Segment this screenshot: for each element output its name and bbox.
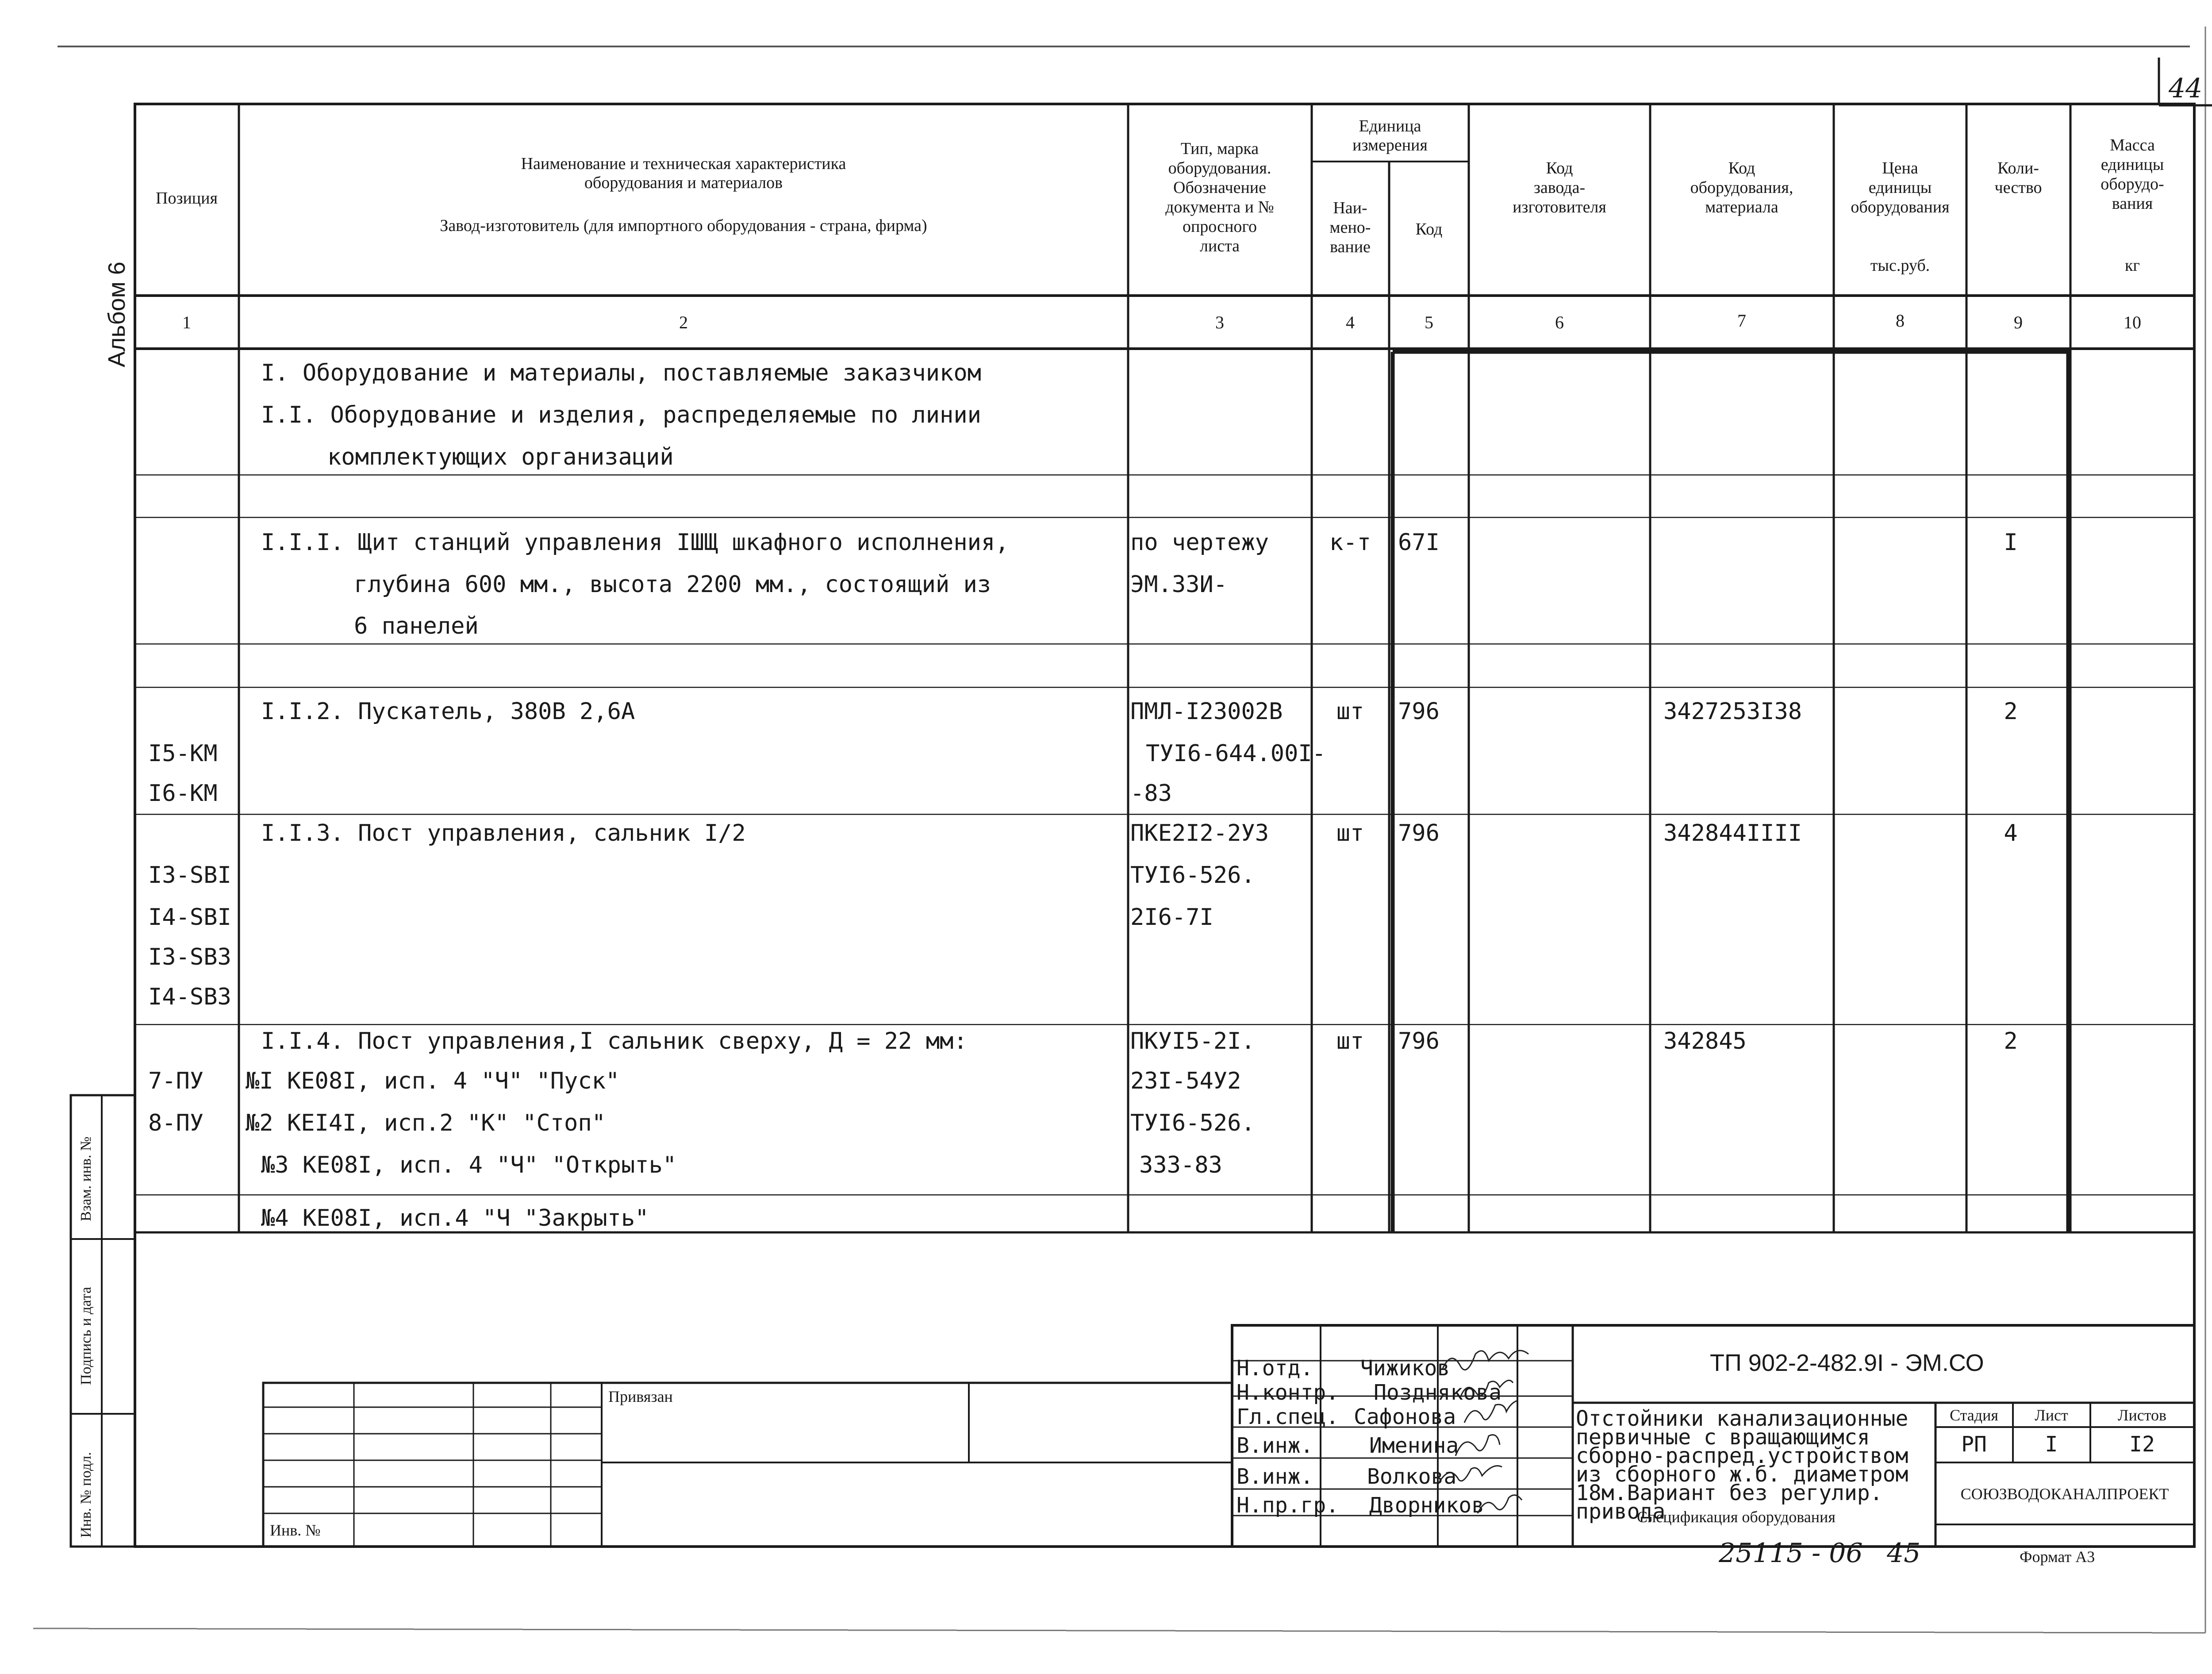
table-row	[148, 1068, 1241, 1094]
header-equip-code-l1: Код	[1728, 159, 1755, 177]
description-line: 18м.Вариант без регулир.	[1576, 1481, 1883, 1505]
name-cell: I.I.I. Щит станций управления IШЩ шкафного исполнения,	[261, 529, 1009, 556]
name-cell: №3 КЕ08I, исп. 4 "Ч" "Открыть"	[261, 1152, 677, 1178]
header-type-l2: оборудования.	[1168, 159, 1271, 177]
header-unit-l2: измерения	[1352, 136, 1428, 154]
header-name-l1: Наименование и техническая характеристика	[521, 154, 846, 173]
header-maker-code-l1: Код	[1546, 159, 1573, 177]
privyazan-label: Привязан	[608, 1388, 673, 1405]
sheet-value: I	[2045, 1432, 2058, 1457]
header-unit-name-l2: мено-	[1329, 218, 1371, 237]
table-row	[261, 1152, 1222, 1178]
table-row	[148, 904, 1214, 931]
stage-label: Стадия	[1950, 1406, 1998, 1424]
role: Н.пр.гр.	[1237, 1493, 1339, 1518]
header-name-l2: оборудования и материалов	[584, 173, 783, 192]
archive-number: 25115 - 06	[1719, 1538, 1863, 1569]
sheet-number: 44	[2168, 73, 2203, 104]
unit-code-cell: 796	[1398, 1028, 1440, 1054]
position-cell: 7-ПУ	[148, 1068, 204, 1094]
col-num: 10	[2124, 312, 2141, 332]
unit-cell: шт	[1336, 1028, 1364, 1054]
type-cell: ТУI6-526.	[1130, 862, 1255, 889]
stage-value: РП	[1961, 1432, 1987, 1457]
header-unit-l1: Единица	[1359, 117, 1421, 135]
header-unit-name-l3: вание	[1330, 238, 1371, 256]
table-row	[327, 444, 674, 470]
header-mass-l3: оборудо-	[2101, 175, 2164, 193]
table-row	[261, 529, 2018, 556]
type-cell: ПКЕ2I2-2У3	[1130, 820, 1269, 847]
name-cell: комплектующих организаций	[327, 444, 674, 470]
table-row	[148, 1110, 1255, 1136]
signer-name: Чижиков	[1360, 1356, 1450, 1381]
sheets-label: Листов	[2118, 1406, 2166, 1424]
role: В.инж.	[1237, 1464, 1313, 1489]
table-row	[261, 402, 981, 428]
doc-code: ТП 902-2-482.9I - ЭМ.СО	[1710, 1350, 1984, 1376]
project-description	[1576, 1406, 1908, 1526]
name-cell: №4 КЕ08I, исп.4 "Ч "Закрыть"	[261, 1205, 649, 1231]
signature-scribble	[1455, 1435, 1500, 1456]
col-num: 8	[1896, 311, 1905, 331]
type-cell: ПМЛ-I23002В	[1130, 698, 1283, 725]
unit-cell: к-т	[1329, 529, 1371, 556]
header-equip-code-l2: оборудования,	[1690, 178, 1793, 197]
name-cell: №I КЕ08I, исп. 4 "Ч" "Пуск"	[246, 1068, 620, 1094]
header-position: Позиция	[156, 189, 218, 208]
signer-name: Волкова	[1367, 1464, 1457, 1489]
header-type-l6: листа	[1199, 237, 1240, 255]
inv-no-label: Инв. №	[270, 1521, 321, 1539]
equipment-code-cell: 3427253I38	[1663, 698, 1802, 725]
col-num: 6	[1555, 312, 1564, 332]
privyazan-grid	[263, 1383, 1232, 1547]
header-maker-code-l3: изготовителя	[1513, 198, 1606, 216]
sheet-title: Спецификация оборудования	[1637, 1508, 1836, 1526]
name-cell: I.I. Оборудование и изделия, распределяемые по линии	[261, 402, 981, 428]
header-qty-l2: чество	[1994, 178, 2042, 197]
header-mass-l5: кг	[2124, 256, 2140, 275]
table-row	[261, 820, 2018, 847]
sheet-label: Лист	[2035, 1406, 2068, 1424]
type-cell: по чертежу	[1130, 529, 1269, 556]
type-cell: 333-83	[1139, 1152, 1222, 1178]
signer-name: Дворников	[1369, 1493, 1485, 1518]
role: Гл.спец.	[1237, 1405, 1339, 1429]
col-num: 5	[1425, 312, 1433, 332]
col-num: 4	[1346, 312, 1355, 332]
header-unit-name-l1: Наи-	[1333, 199, 1367, 217]
header-mass-l2: единицы	[2101, 155, 2164, 174]
name-cell: 6 панелей	[354, 613, 479, 639]
col-num: 9	[2014, 312, 2023, 332]
position-cell: I6-КМ	[148, 780, 218, 807]
quantity-cell: I	[2004, 529, 2018, 556]
stage-sheet-cells	[1950, 1406, 2169, 1503]
table-row	[261, 360, 981, 386]
type-cell: -83	[1130, 780, 1172, 807]
col-num: 2	[679, 312, 688, 332]
quantity-cell: 2	[2004, 1028, 2018, 1054]
unit-cell: шт	[1336, 698, 1364, 725]
role: Н.отд.	[1237, 1356, 1313, 1381]
column-numbers	[182, 311, 2141, 332]
table-row	[354, 571, 1227, 598]
header-mass-l4: вания	[2112, 194, 2153, 213]
archive-page: 45	[1887, 1538, 1921, 1569]
name-cell: I.I.3. Пост управления, сальник I/2	[261, 820, 746, 847]
header-type-l5: опросного	[1182, 217, 1257, 236]
type-cell: 2I6-7I	[1130, 904, 1214, 931]
table-row	[148, 740, 1326, 767]
header-price-l1: Цена	[1882, 159, 1918, 177]
table-row	[148, 944, 231, 970]
table-row	[354, 613, 479, 639]
position-cell: I5-КМ	[148, 740, 218, 767]
type-cell: 23I-54У2	[1130, 1068, 1241, 1094]
header-price-l2: единицы	[1868, 178, 1932, 197]
paper-format: Формат А3	[2020, 1548, 2095, 1566]
position-cell: I3-SBI	[148, 862, 231, 889]
role: Н.контр.	[1237, 1380, 1339, 1405]
header-type-l4: документа и №	[1165, 198, 1274, 216]
type-cell: ТУI6-644.00I-	[1146, 740, 1326, 767]
header-price-l4: тыс.руб.	[1870, 256, 1930, 275]
description-line: привода	[1576, 1499, 1666, 1524]
table-row	[261, 698, 2018, 725]
table-header	[156, 117, 2164, 275]
equipment-code-cell: 342845	[1663, 1028, 1747, 1054]
header-maker-code-l2: завода-	[1533, 178, 1586, 197]
equipment-code-cell: 342844IIII	[1663, 820, 1802, 847]
description-line: из сборного ж.б. диаметром	[1576, 1462, 1909, 1487]
col-num: 7	[1737, 311, 1746, 331]
album-label: Альбом 6	[104, 262, 130, 367]
name-cell: глубина 600 мм., высота 2200 мм., состоящий из	[354, 571, 991, 598]
organization: СОЮЗВОДОКАНАЛПРОЕКТ	[1960, 1485, 2169, 1503]
header-equip-code-l3: материала	[1705, 198, 1778, 216]
header-type-l3: Обозначение	[1173, 178, 1266, 197]
quantity-cell: 2	[2004, 698, 2018, 725]
name-cell: I. Оборудование и материалы, поставляемые заказчиком	[261, 360, 981, 386]
unit-code-cell: 67I	[1398, 529, 1440, 556]
sheet-number-box	[2159, 58, 2212, 105]
table-body	[148, 360, 2018, 1231]
side-vzam-inv: Взам. инв. №	[78, 1136, 94, 1221]
unit-code-cell: 796	[1398, 820, 1440, 847]
table-row	[148, 780, 1172, 807]
header-type-l1: Тип, марка	[1180, 139, 1259, 158]
header-mass-l1: Масса	[2110, 136, 2155, 154]
header-unit-code: Код	[1415, 220, 1443, 239]
name-cell: №2 КЕI4I, исп.2 "К" "Стоп"	[246, 1110, 606, 1136]
header-qty-l1: Коли-	[1997, 159, 2039, 177]
position-cell: I3-SB3	[148, 944, 231, 970]
type-cell: ПКУI5-2I.	[1130, 1028, 1255, 1054]
name-cell: I.I.2. Пускатель, 380В 2,6А	[261, 698, 635, 725]
table-row	[261, 1205, 649, 1231]
type-cell: ТУI6-526.	[1130, 1110, 1255, 1136]
role: В.инж.	[1237, 1433, 1313, 1458]
description-line: сборно-распред.устройством	[1576, 1443, 1909, 1468]
position-cell: I4-SB3	[148, 984, 231, 1010]
position-cell: 8-ПУ	[148, 1110, 204, 1136]
description-line: Отстойники канализационные	[1576, 1406, 1909, 1431]
signatures	[1237, 1351, 1528, 1518]
side-inv-podl: Инв. № подл.	[78, 1452, 94, 1538]
description-line: первичные с вращающимся	[1576, 1425, 1870, 1450]
header-name-l3: Завод-изготовитель (для импортного оборудования - страна, фирма)	[440, 216, 927, 235]
name-cell: I.I.4. Пост управления,I сальник сверху, Д = 22 мм:	[261, 1028, 968, 1054]
col-num: 3	[1215, 312, 1224, 332]
table-row	[148, 862, 1255, 889]
type-cell: ЭМ.ЗЗИ-	[1130, 571, 1228, 598]
col-num: 1	[182, 312, 191, 332]
header-price-l3: оборудования	[1851, 198, 1950, 216]
unit-cell: шт	[1336, 820, 1364, 847]
quantity-cell: 4	[2004, 820, 2018, 847]
table-row	[261, 1028, 2018, 1054]
position-cell: I4-SBI	[148, 904, 231, 931]
signer-name: Сафонова	[1354, 1405, 1456, 1429]
signer-name: Именина	[1369, 1433, 1459, 1458]
side-podpis-data: Подпись и дата	[78, 1287, 94, 1385]
table-row	[148, 984, 231, 1010]
signer-name: Позднякова	[1374, 1380, 1502, 1405]
sheets-value: I2	[2129, 1432, 2155, 1457]
unit-code-cell: 796	[1398, 698, 1440, 725]
